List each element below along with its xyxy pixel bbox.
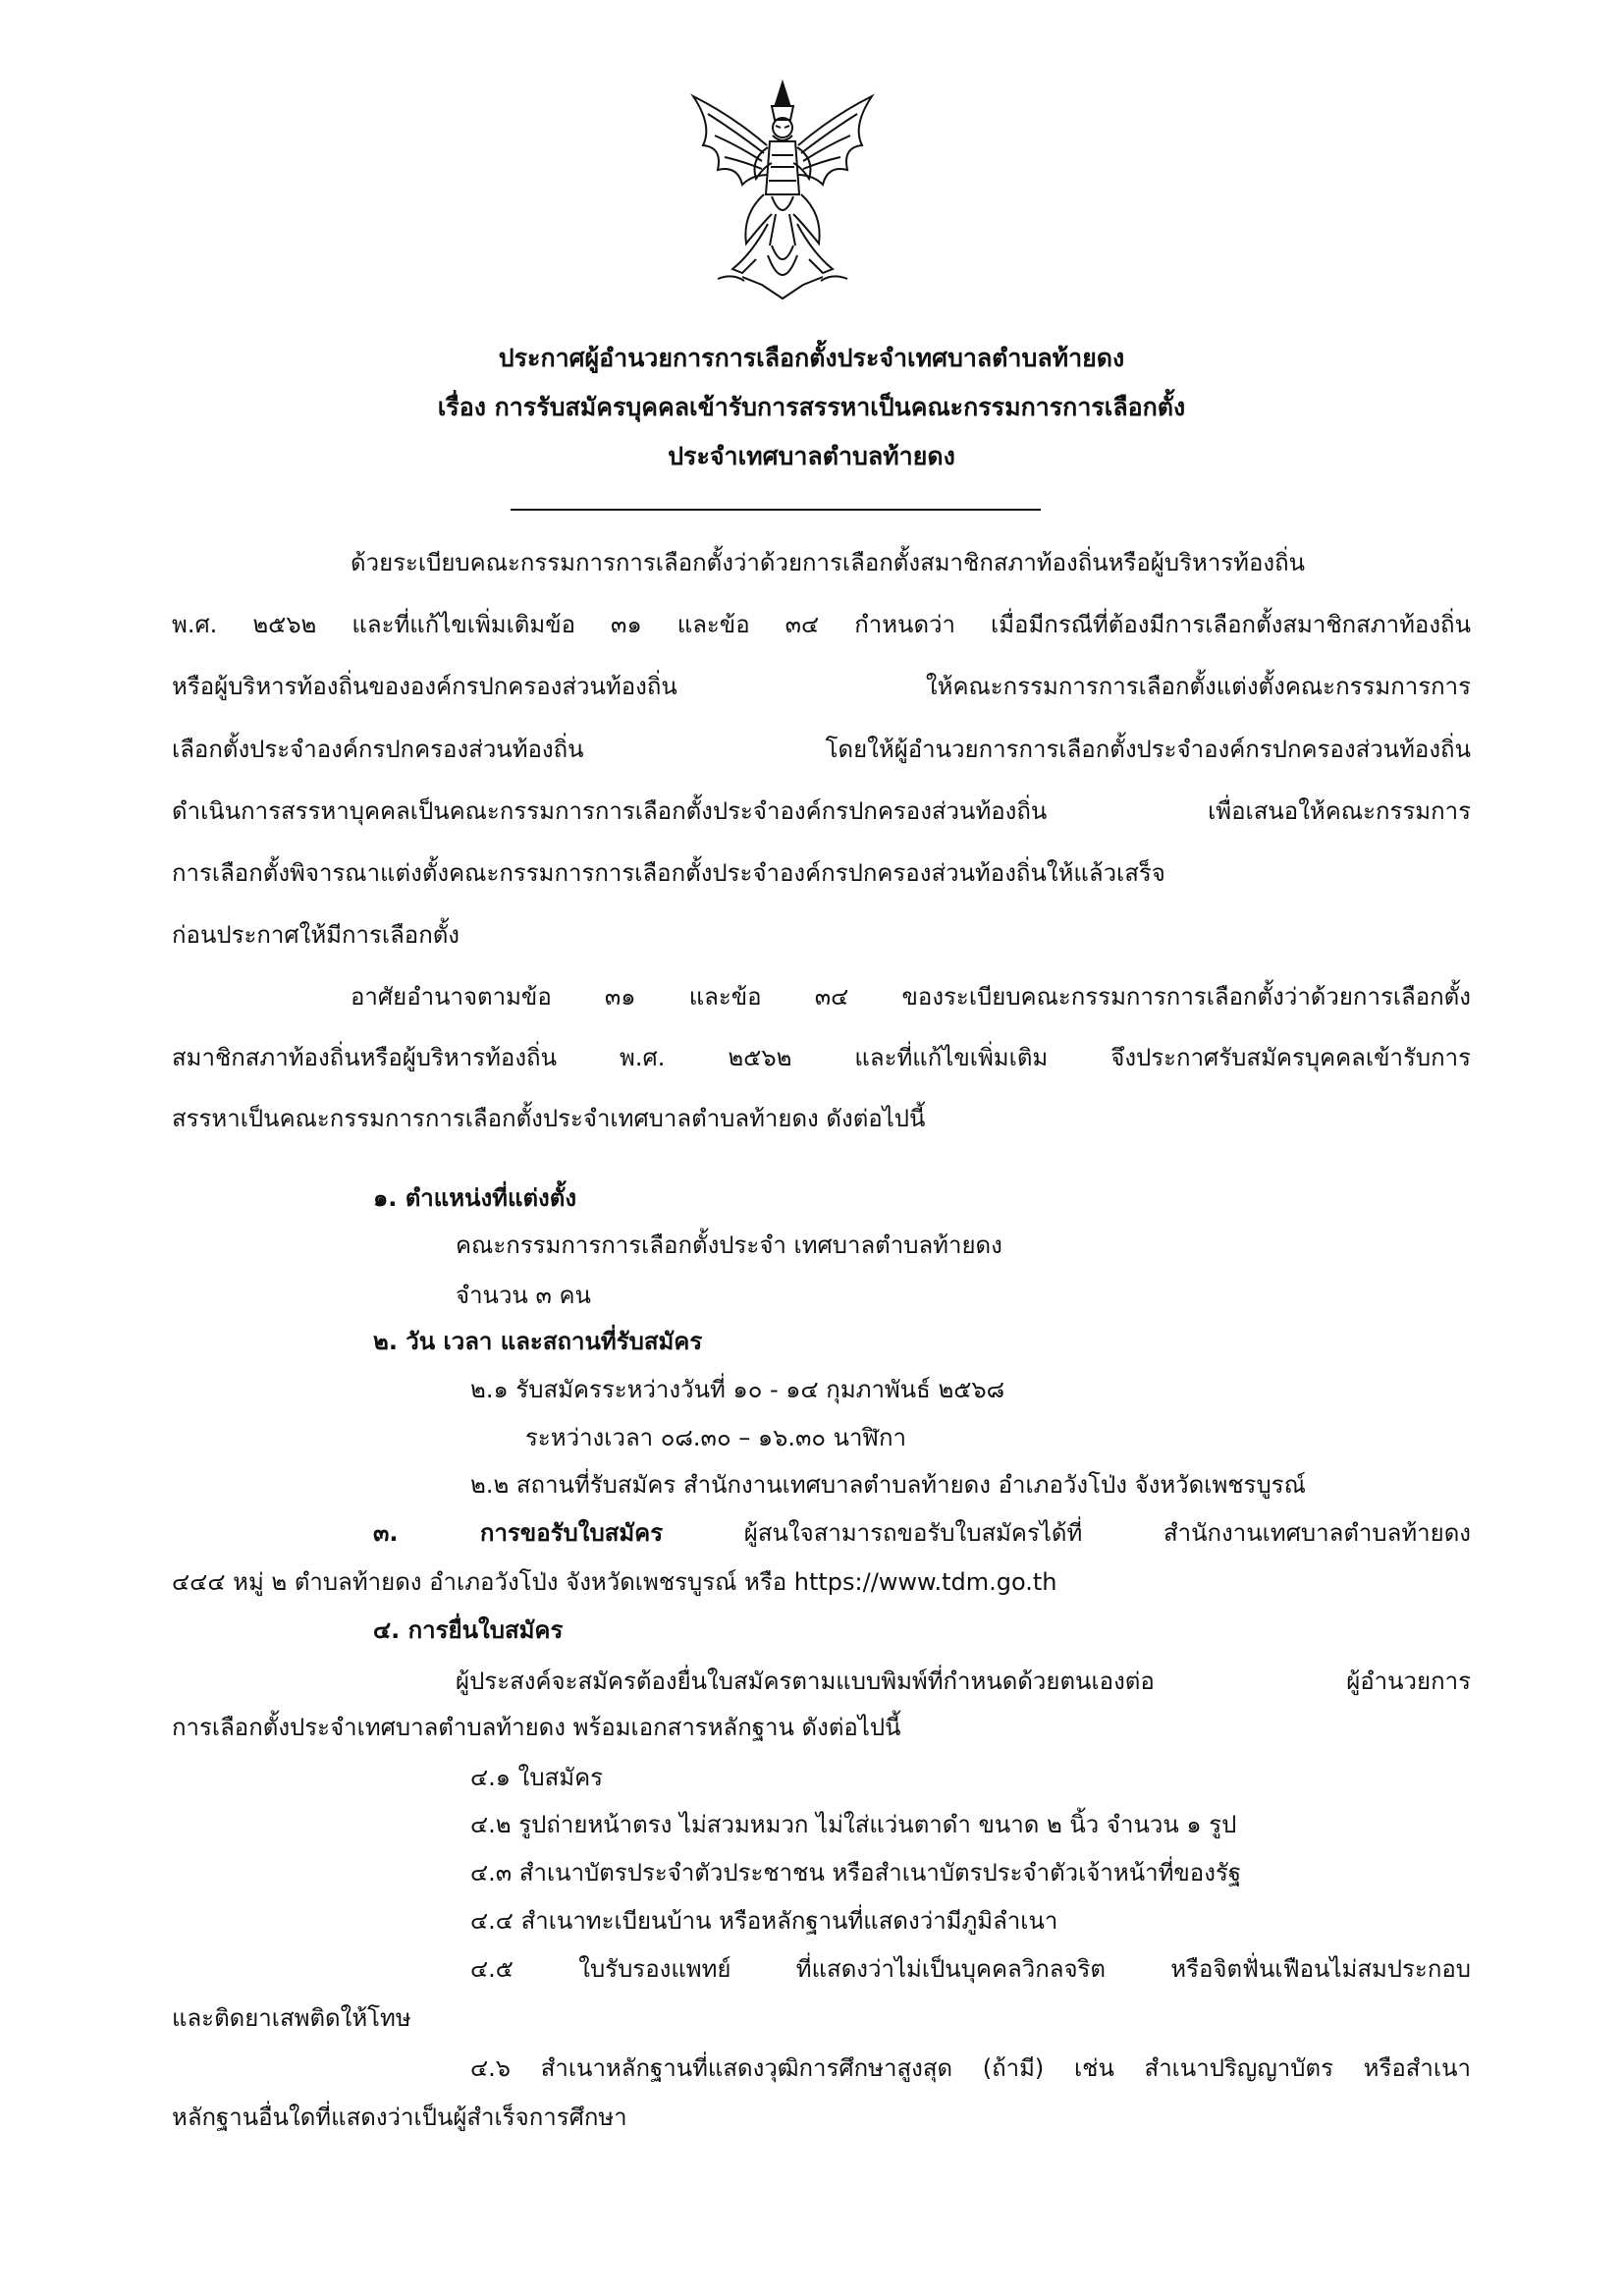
section-text: ๒.๒ สถานที่รับสมัคร สำนักงานเทศบาลตำบลท้ายดง อำเภอวังโป่ง จังหวัดเพชรบูรณ์ xyxy=(470,1471,1306,1499)
intro-paragraph-line: พ.ศ. ๒๕๖๒ และที่แก้ไขเพิ่มเติมข้อ ๓๑ และข้อ ๓๔ กำหนดว่า เมื่อมีกรณีที่ต้องมีการเลือกตั้งสมาชิกสภาท้องถิ่น xyxy=(172,611,1471,638)
intro-paragraph-line: ก่อนประกาศให้มีการเลือกตั้ง xyxy=(172,921,460,949)
intro-paragraph-line: เลือกตั้งประจำองค์กรปกครองส่วนท้องถิ่น โดยให้ผู้อำนวยการการเลือกตั้งประจำองค์กรปกครองส่วนท้องถิ่น xyxy=(172,736,1471,763)
section-heading: ๔. การยื่นใบสมัคร xyxy=(373,1616,564,1644)
intro-paragraph-line: ด้วยระเบียบคณะกรรมการการเลือกตั้งว่าด้วยการเลือกตั้งสมาชิกสภาท้องถิ่นหรือผู้บริหารท้องถิ่น xyxy=(351,549,1306,576)
title-divider xyxy=(511,509,1041,511)
title-line: ประกาศผู้อำนวยการการเลือกตั้งประจำเทศบาลตำบลท้ายดง xyxy=(498,344,1125,372)
section-text: ผู้สนใจสามารถขอรับใบสมัครได้ที่ สำนักงานเทศบาลตำบลท้ายดง xyxy=(743,1519,1471,1547)
list-item: ๔.๕ ใบรับรองแพทย์ ที่แสดงว่าไม่เป็นบุคคลวิกลจริต หรือจิตฟั่นเฟือนไม่สมประกอบ xyxy=(470,1955,1471,1983)
list-item: ๔.๓ สำเนาบัตรประจำตัวประชาชน หรือสำเนาบัตรประจำตัวเจ้าหน้าที่ของรัฐ xyxy=(470,1859,1242,1886)
section-text: การเลือกตั้งประจำเทศบาลตำบลท้ายดง พร้อมเอกสารหลักฐาน ดังต่อไปนี้ xyxy=(172,1714,901,1741)
section-text: ๒.๑ รับสมัครระหว่างวันที่ ๑๐ - ๑๔ กุมภาพันธ์ ๒๕๖๘ xyxy=(470,1376,1005,1403)
intro-paragraph-line: การเลือกตั้งพิจารณาแต่งตั้งคณะกรรมการการเลือกตั้งประจำองค์กรปกครองส่วนท้องถิ่นให้แล้วเสร็จ xyxy=(172,859,1165,887)
list-item: ๔.๒ รูปถ่ายหน้าตรง ไม่สวมหมวก ไม่ใส่แว่นตาดำ ขนาด ๒ นิ้ว จำนวน ๑ รูป xyxy=(470,1811,1237,1838)
list-item: ๔.๔ สำเนาทะเบียนบ้าน หรือหลักฐานที่แสดงว่ามีภูมิลำเนา xyxy=(470,1907,1058,1935)
intro-paragraph-line: ดำเนินการสรรหาบุคคลเป็นคณะกรรมการการเลือกตั้งประจำองค์กรปกครองส่วนท้องถิ่น เพื่อเสนอให้คณะกรรมการ xyxy=(172,797,1471,825)
section-text: ๔๔๔ หมู่ ๒ ตำบลท้ายดง อำเภอวังโป่ง จังหวัดเพชรบูรณ์ หรือ https://www.tdm.go.th xyxy=(172,1568,1057,1596)
section-text: ระหว่างเวลา ๐๘.๓๐ – ๑๖.๓๐ นาฬิกา xyxy=(525,1424,906,1451)
list-item: ๔.๑ ใบสมัคร xyxy=(470,1764,604,1791)
garuda-emblem-icon xyxy=(674,77,892,304)
section-heading: ๓. การขอรับใบสมัคร xyxy=(373,1519,664,1547)
section-text: จำนวน ๓ คน xyxy=(456,1282,591,1309)
authority-paragraph-line: อาศัยอำนาจตามข้อ ๓๑ และข้อ ๓๔ ของระเบียบคณะกรรมการการเลือกตั้งว่าด้วยการเลือกตั้ง xyxy=(351,983,1471,1011)
section-heading: ๑. ตำแหน่งที่แต่งตั้ง xyxy=(373,1184,577,1212)
title-line: เรื่อง การรับสมัครบุคคลเข้ารับการสรรหาเป็นคณะกรรมการการเลือกตั้ง xyxy=(437,393,1186,421)
section-text: ผู้ประสงค์จะสมัครต้องยื่นใบสมัครตามแบบพิมพ์ที่กำหนดด้วยตนเองต่อ ผู้อำนวยการ xyxy=(456,1667,1471,1695)
section-text: คณะกรรมการการเลือกตั้งประจำ เทศบาลตำบลท้ายดง xyxy=(456,1231,1002,1259)
section3-line xyxy=(373,1518,1471,1548)
section-heading: ๒. วัน เวลา และสถานที่รับสมัคร xyxy=(373,1328,703,1355)
title-line: ประจำเทศบาลตำบลท้ายดง xyxy=(668,442,955,470)
intro-paragraph-line: หรือผู้บริหารท้องถิ่นขององค์กรปกครองส่วนท้องถิ่น ให้คณะกรรมการการเลือกตั้งแต่งตั้งคณะกรรมการการ xyxy=(172,673,1471,700)
list-item-continuation: หลักฐานอื่นใดที่แสดงว่าเป็นผู้สำเร็จการศึกษา xyxy=(172,2104,627,2131)
announcement-title xyxy=(0,334,1623,481)
authority-paragraph-line: สรรหาเป็นคณะกรรมการการเลือกตั้งประจำเทศบาลตำบลท้ายดง ดังต่อไปนี้ xyxy=(172,1105,926,1132)
list-item-continuation: และติดยาเสพติดให้โทษ xyxy=(172,2004,411,2032)
authority-paragraph-line: สมาชิกสภาท้องถิ่นหรือผู้บริหารท้องถิ่น พ.ศ. ๒๕๖๒ และที่แก้ไขเพิ่มเติม จึงประกาศรับสมัครบุคคลเข้ารับการ xyxy=(172,1044,1471,1071)
list-item: ๔.๖ สำเนาหลักฐานที่แสดงวุฒิการศึกษาสูงสุด (ถ้ามี) เช่น สำเนาปริญญาบัตร หรือสำเนา xyxy=(470,2054,1471,2082)
